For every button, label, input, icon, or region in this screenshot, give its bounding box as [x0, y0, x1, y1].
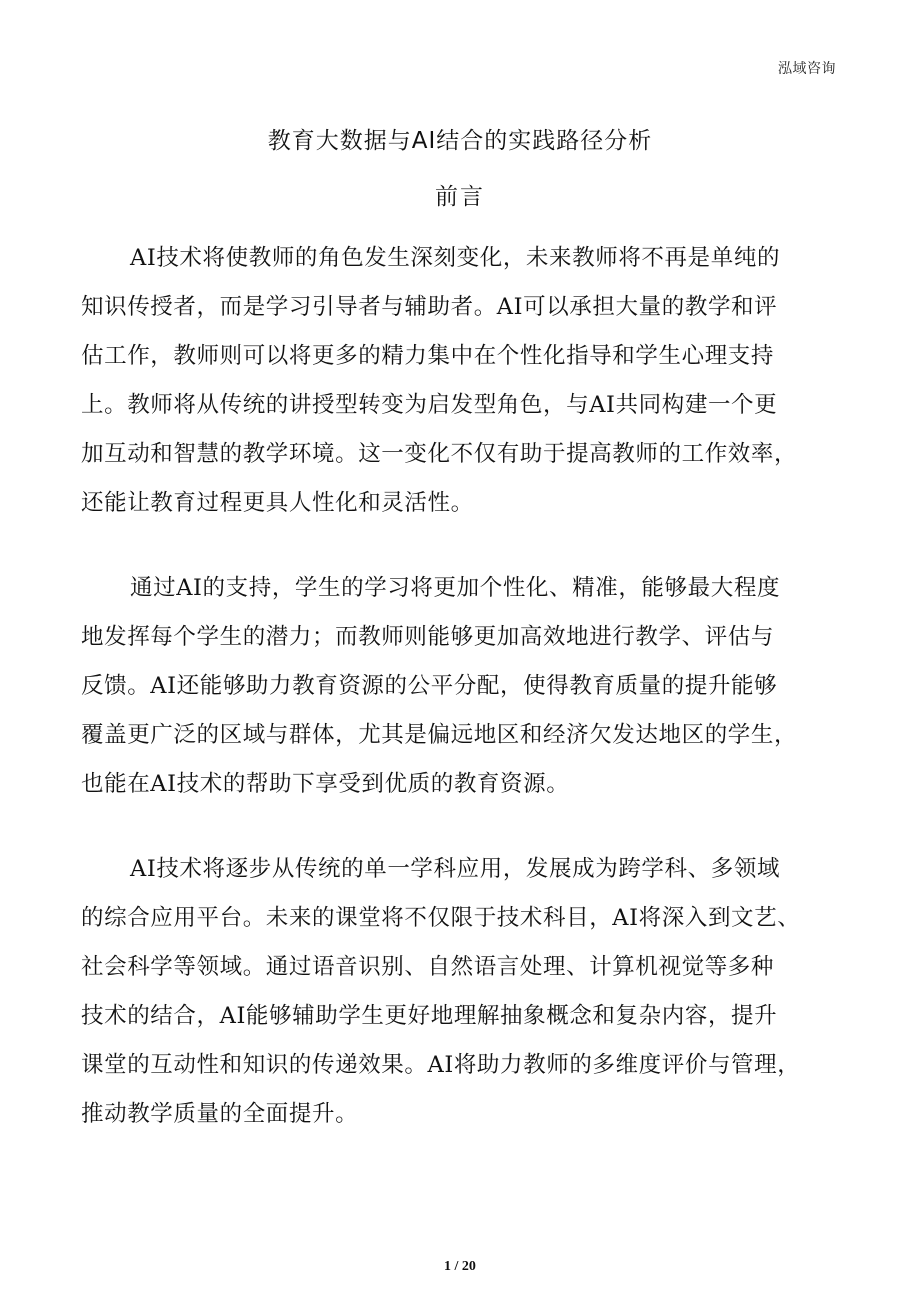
- paragraph-line: 知识传授者，而是学习引导者与辅助者。AI可以承担大量的教学和评: [81, 294, 778, 320]
- header-brand: 泓域咨询: [778, 61, 836, 77]
- page-indicator: 1 / 20: [444, 1259, 476, 1274]
- paragraph-line: 还能让教育过程更具人性化和灵活性。: [81, 490, 474, 516]
- paragraph-line: 技术的结合，AI能够辅助学生更好地理解抽象概念和复杂内容，提升: [81, 1003, 778, 1029]
- paragraph-line: 的综合应用平台。未来的课堂将不仅限于技术科目，AI将深入到文艺、: [81, 905, 801, 931]
- paragraph-line: 加互动和智慧的教学环境。这一变化不仅有助于提高教师的工作效率，: [81, 441, 798, 467]
- paragraph-line: 通过AI的支持，学生的学习将更加个性化、精准，能够最大程度: [130, 575, 781, 601]
- paragraph-line: 地发挥每个学生的潜力；而教师则能够更加高效地进行教学、评估与: [81, 624, 775, 650]
- document-title: 教育大数据与AI结合的实践路径分析: [267, 128, 653, 154]
- paragraph-line: 估工作，教师则可以将更多的精力集中在个性化指导和学生心理支持: [81, 343, 775, 369]
- paragraph-line: 也能在AI技术的帮助下享受到优质的教育资源。: [81, 771, 570, 797]
- paragraph-line: 课堂的互动性和知识的传递效果。AI将助力教师的多维度评价与管理，: [81, 1052, 801, 1078]
- paragraph-line: 社会科学等领域。通过语音识别、自然语言处理、计算机视觉等多种: [81, 954, 775, 980]
- paragraph-line: 覆盖更广泛的区域与群体，尤其是偏远地区和经济欠发达地区的学生，: [81, 722, 798, 748]
- paragraph-line: 反馈。AI还能够助力教育资源的公平分配，使得教育质量的提升能够: [81, 673, 778, 699]
- paragraph-line: 上。教师将从传统的讲授型转变为启发型角色，与AI共同构建一个更: [81, 392, 778, 418]
- paragraph-line: AI技术将使教师的角色发生深刻变化，未来教师将不再是单纯的: [130, 245, 781, 271]
- paragraph-line: 推动教学质量的全面提升。: [81, 1101, 359, 1127]
- section-title: 前言: [435, 184, 485, 210]
- paragraph-line: AI技术将逐步从传统的单一学科应用，发展成为跨学科、多领域: [130, 856, 781, 882]
